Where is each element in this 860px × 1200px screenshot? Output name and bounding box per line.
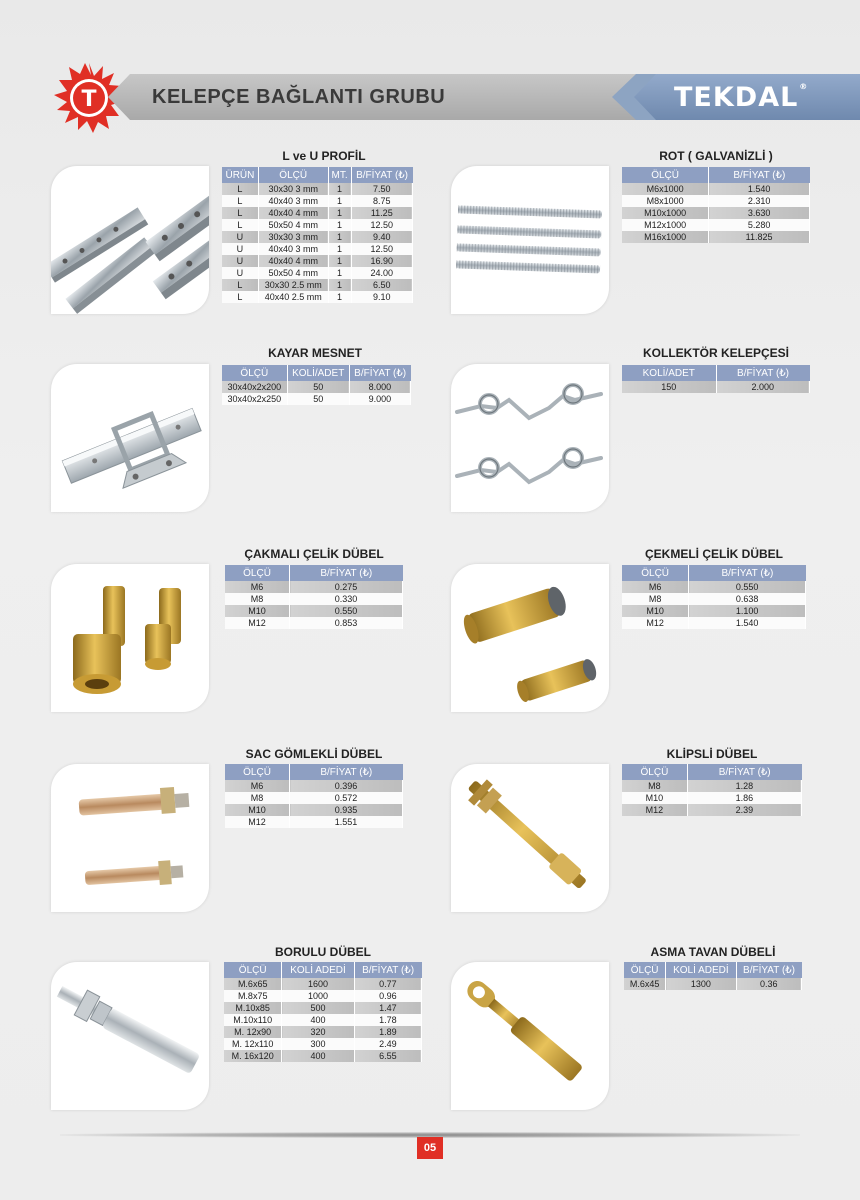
table-cell: 1 (328, 183, 351, 195)
table-cell: M12 (622, 617, 689, 629)
ceiling-anchor-icon (451, 962, 609, 1110)
table-row (225, 780, 403, 792)
rot-image (451, 166, 609, 314)
table-header-row (622, 565, 806, 581)
table-cell: 1.551 (290, 816, 403, 828)
table-cell: 500 (282, 1002, 354, 1014)
table-row (222, 183, 413, 195)
table-row (622, 231, 810, 243)
table-cell: 30x30 3 mm (258, 231, 328, 243)
cekmeli-table (622, 565, 806, 629)
table-cell: M12 (225, 816, 290, 828)
table-cell: M. 12x110 (224, 1038, 282, 1050)
table-header-row (222, 167, 413, 183)
rot-title: ROT ( GALVANİZLİ ) (659, 149, 773, 163)
table-row (622, 381, 810, 393)
table-cell: 1.540 (689, 617, 806, 629)
table-cell: M.10x85 (224, 1002, 282, 1014)
table-row (222, 279, 413, 291)
klipsli-dubel-image (451, 764, 609, 912)
table-cell: 1 (328, 195, 351, 207)
table-cell: 0.36 (736, 978, 801, 990)
table-cell: 50 (287, 393, 349, 405)
table-header-row (624, 962, 802, 978)
page-title: KELEPÇE BAĞLANTI GRUBU (152, 86, 446, 108)
table-cell: 1 (328, 291, 351, 303)
table-row (622, 207, 810, 219)
table-cell: M.6x65 (224, 978, 282, 990)
table-row (224, 1014, 422, 1026)
threaded-rod-icon (451, 166, 609, 314)
brand-registered-mark: ® (799, 82, 809, 91)
table-cell: 40x40 4 mm (258, 255, 328, 267)
table-cell: 40x40 4 mm (258, 207, 328, 219)
table-cell: 9.10 (351, 291, 412, 303)
table-cell: 1 (328, 255, 351, 267)
cekmeli-celik-dubel-image (451, 564, 609, 712)
table-cell: U (222, 255, 258, 267)
sac-table (225, 764, 403, 828)
column-header: B/FİYAT (₺) (736, 962, 801, 978)
table-cell: 0.275 (290, 581, 403, 593)
asma-title: ASMA TAVAN DÜBELİ (650, 945, 776, 959)
column-header: ÖLÇÜ (622, 764, 687, 780)
column-header: B/FİYAT (₺) (716, 365, 809, 381)
wedge-anchor-icon (451, 764, 609, 912)
table-row (622, 617, 806, 629)
metal-profile-icon (51, 166, 209, 314)
table-cell: M6 (225, 780, 290, 792)
table-row (225, 804, 403, 816)
table-cell: 0.96 (354, 990, 421, 1002)
table-cell: 40x40 2.5 mm (258, 291, 328, 303)
table-cell: 150 (622, 381, 716, 393)
l-u-profil-table (222, 167, 413, 303)
table-cell: M. 16x120 (224, 1050, 282, 1062)
pipe-anchor-icon (51, 962, 209, 1110)
table-cell: 1000 (282, 990, 354, 1002)
table-cell: 40x40 3 mm (258, 195, 328, 207)
table-row (622, 792, 802, 804)
table-cell: M.6x45 (624, 978, 666, 990)
table-row (225, 617, 403, 629)
table-cell: M8x1000 (622, 195, 709, 207)
table-cell: 1 (328, 243, 351, 255)
table-cell: L (222, 195, 258, 207)
table-cell: 50x50 4 mm (258, 219, 328, 231)
kayar-mesnet-title: KAYAR MESNET (268, 346, 362, 360)
borulu-table (224, 962, 422, 1062)
table-cell: 1300 (666, 978, 736, 990)
table-row (622, 593, 806, 605)
table-cell: 320 (282, 1026, 354, 1038)
sliding-support-icon (51, 364, 209, 512)
table-cell: 11.825 (709, 231, 810, 243)
table-row (225, 816, 403, 828)
asma-table (624, 962, 802, 990)
table-cell: M.8x75 (224, 990, 282, 1002)
cakmali-celik-dubel-image (51, 564, 209, 712)
table-cell: L (222, 207, 258, 219)
table-cell: M6 (622, 581, 689, 593)
sheet-sleeve-anchor-icon (51, 764, 209, 912)
table-cell: 2.310 (709, 195, 810, 207)
table-cell: L (222, 219, 258, 231)
table-cell: 1.78 (354, 1014, 421, 1026)
table-row (222, 195, 413, 207)
table-cell: 8.75 (351, 195, 412, 207)
table-cell: 11.25 (351, 207, 412, 219)
table-row (222, 219, 413, 231)
sac-title: SAC GÖMLEKLİ DÜBEL (245, 747, 383, 761)
table-cell: 50x50 4 mm (258, 267, 328, 279)
table-cell: M12 (225, 617, 290, 629)
table-cell: M. 12x90 (224, 1026, 282, 1038)
asma-tavan-dubeli-image (451, 962, 609, 1110)
table-cell: 50 (287, 381, 349, 393)
table-cell: 1 (328, 231, 351, 243)
column-header: ÖLÇÜ (624, 962, 666, 978)
table-cell: M10 (225, 605, 290, 617)
table-cell: 1 (328, 279, 351, 291)
table-cell: M8 (622, 593, 689, 605)
table-row (225, 581, 403, 593)
table-cell: 1 (328, 207, 351, 219)
table-header-row (622, 167, 810, 183)
table-cell: M10 (622, 792, 687, 804)
table-header-row (225, 764, 403, 780)
table-cell: 30x30 3 mm (258, 183, 328, 195)
column-header: KOLİ ADEDİ (666, 962, 736, 978)
table-cell: M10x1000 (622, 207, 709, 219)
table-cell: U (222, 231, 258, 243)
table-cell: U (222, 243, 258, 255)
table-cell: 3.630 (709, 207, 810, 219)
table-cell: 6.55 (354, 1050, 421, 1062)
table-row (222, 267, 413, 279)
table-row (222, 291, 413, 303)
table-cell: 0.550 (689, 581, 806, 593)
table-header-row (622, 764, 802, 780)
brand-name: TEKDAL (674, 82, 799, 113)
table-header-row (622, 365, 810, 381)
table-cell: 400 (282, 1050, 354, 1062)
table-cell: 1.86 (687, 792, 801, 804)
table-cell: U (222, 267, 258, 279)
table-cell: 1.28 (687, 780, 801, 792)
table-row (224, 1002, 422, 1014)
table-row (622, 581, 806, 593)
cakmali-table (225, 565, 403, 629)
table-cell: 0.638 (689, 593, 806, 605)
borulu-dubel-image (51, 962, 209, 1110)
table-row (222, 255, 413, 267)
logo-letter: T (81, 87, 97, 112)
table-cell: 0.396 (290, 780, 403, 792)
table-row (624, 978, 802, 990)
klipsli-table (622, 764, 802, 816)
table-row (622, 183, 810, 195)
table-cell: 400 (282, 1014, 354, 1026)
collector-clamp-icon (451, 364, 609, 512)
column-header: B/FİYAT (₺) (709, 167, 810, 183)
table-cell: 40x40 3 mm (258, 243, 328, 255)
column-header: B/FİYAT (₺) (689, 565, 806, 581)
column-header: B/FİYAT (₺) (351, 167, 412, 183)
table-cell: 1 (328, 219, 351, 231)
column-header: ÖLÇÜ (622, 167, 709, 183)
column-header: ÖLÇÜ (225, 764, 290, 780)
table-row (224, 1050, 422, 1062)
borulu-title: BORULU DÜBEL (275, 945, 371, 959)
table-row (222, 231, 413, 243)
table-cell: M8 (225, 792, 290, 804)
table-cell: 1600 (282, 978, 354, 990)
kollektor-title: KOLLEKTÖR KELEPÇESİ (642, 346, 789, 360)
sleeve-anchor-icon (451, 564, 609, 712)
table-header-row (225, 565, 403, 581)
table-cell: M8 (225, 593, 290, 605)
table-cell: 0.572 (290, 792, 403, 804)
table-row (622, 804, 802, 816)
column-header: ÖLÇÜ (224, 962, 282, 978)
column-header: ÖLÇÜ (225, 565, 290, 581)
table-cell: 1 (328, 267, 351, 279)
table-cell: 16.90 (351, 255, 412, 267)
rot-table (622, 167, 810, 243)
table-cell: 7.50 (351, 183, 412, 195)
column-header: B/FİYAT (₺) (290, 764, 403, 780)
table-cell: M10 (225, 804, 290, 816)
table-cell: 2.000 (716, 381, 809, 393)
table-cell: 1.100 (689, 605, 806, 617)
table-cell: 0.935 (290, 804, 403, 816)
column-header: ÖLÇÜ (622, 565, 689, 581)
column-header: KOLİ ADEDİ (282, 962, 354, 978)
kayar-mesnet-table (222, 365, 411, 405)
table-row (224, 1038, 422, 1050)
table-cell: 9.40 (351, 231, 412, 243)
table-cell: 30x40x2x200 (222, 381, 287, 393)
table-cell: M10 (622, 605, 689, 617)
kollektor-table (622, 365, 810, 393)
table-row (622, 780, 802, 792)
table-cell: M8 (622, 780, 687, 792)
table-row (225, 605, 403, 617)
table-row (224, 990, 422, 1002)
table-cell: 5.280 (709, 219, 810, 231)
table-cell: 24.00 (351, 267, 412, 279)
table-row (225, 792, 403, 804)
table-header-row (224, 962, 422, 978)
drop-in-anchor-icon (51, 564, 209, 712)
table-row (225, 593, 403, 605)
table-cell: 12.50 (351, 219, 412, 231)
column-header: ÖLÇÜ (258, 167, 328, 183)
column-header: KOLİ/ADET (287, 365, 349, 381)
table-cell: 30x40x2x250 (222, 393, 287, 405)
table-cell: L (222, 279, 258, 291)
table-cell: 2.49 (354, 1038, 421, 1050)
table-cell: M6x1000 (622, 183, 709, 195)
table-cell: L (222, 183, 258, 195)
table-row (224, 1026, 422, 1038)
table-cell: M12x1000 (622, 219, 709, 231)
table-cell: 6.50 (351, 279, 412, 291)
table-row (224, 978, 422, 990)
table-cell: 0.853 (290, 617, 403, 629)
cakmali-title: ÇAKMALI ÇELİK DÜBEL (244, 547, 384, 561)
table-cell: 300 (282, 1038, 354, 1050)
column-header: B/FİYAT (₺) (290, 565, 403, 581)
table-cell: 0.77 (354, 978, 421, 990)
l-u-profil-image (51, 166, 209, 314)
table-cell: 0.550 (290, 605, 403, 617)
table-cell: 12.50 (351, 243, 412, 255)
klipsli-title: KLİPSLİ DÜBEL (666, 747, 758, 761)
table-cell: M12 (622, 804, 687, 816)
brand-logo (674, 82, 808, 113)
kollektor-kelepcesi-image (451, 364, 609, 512)
table-cell: 9.000 (349, 393, 410, 405)
page-number: 05 (417, 1137, 443, 1159)
table-header-row (222, 365, 411, 381)
column-header: MT. (328, 167, 351, 183)
table-cell: M.10x110 (224, 1014, 282, 1026)
column-header: KOLİ/ADET (622, 365, 716, 381)
table-cell: 30x30 2.5 mm (258, 279, 328, 291)
table-row (222, 381, 411, 393)
table-cell: 1.540 (709, 183, 810, 195)
table-cell: 0.330 (290, 593, 403, 605)
cekmeli-title: ÇEKMELİ ÇELİK DÜBEL (645, 547, 783, 561)
table-row (622, 605, 806, 617)
column-header: B/FİYAT (₺) (349, 365, 410, 381)
table-cell: 8.000 (349, 381, 410, 393)
table-row (222, 243, 413, 255)
column-header: B/FİYAT (₺) (354, 962, 421, 978)
kayar-mesnet-image (51, 364, 209, 512)
table-row (222, 207, 413, 219)
column-header: B/FİYAT (₺) (687, 764, 801, 780)
table-row (222, 393, 411, 405)
table-row (622, 219, 810, 231)
table-cell: 1.47 (354, 1002, 421, 1014)
column-header: ÖLÇÜ (222, 365, 287, 381)
table-cell: M16x1000 (622, 231, 709, 243)
table-cell: 1.89 (354, 1026, 421, 1038)
sac-gomlekli-dubel-image (51, 764, 209, 912)
l-u-profil-title: L ve U PROFİL (282, 149, 366, 163)
table-row (622, 195, 810, 207)
column-header: ÜRÜN (222, 167, 258, 183)
table-cell: M6 (225, 581, 290, 593)
table-cell: L (222, 291, 258, 303)
table-cell: 2.39 (687, 804, 801, 816)
